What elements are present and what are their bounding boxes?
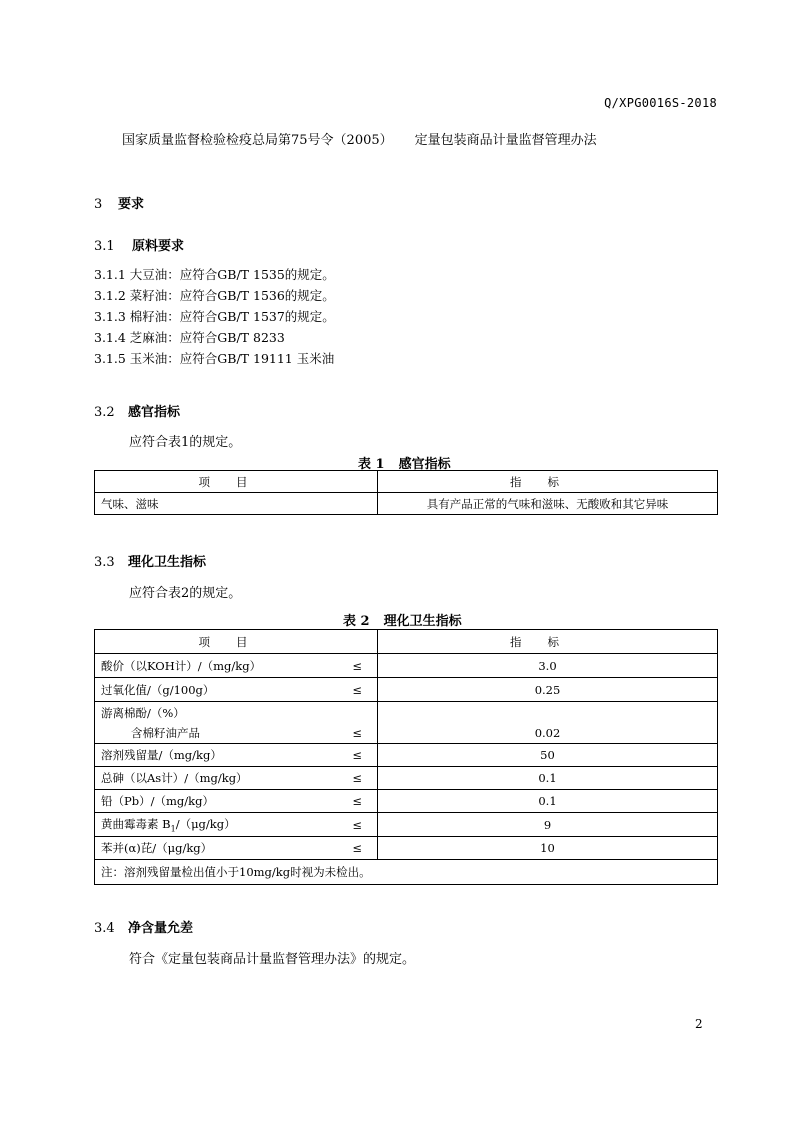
value-cell: 0.1	[378, 767, 718, 790]
operator-cell: ≤	[338, 744, 378, 767]
value-cell: 3.0	[378, 654, 718, 678]
table-header-row	[95, 471, 718, 493]
item-number: 3.1.4	[94, 330, 126, 345]
table-row	[95, 678, 718, 702]
section-3-heading	[94, 193, 144, 212]
operator-cell: ≤	[338, 790, 378, 813]
section-number: 3.2	[94, 405, 115, 420]
item-cell: 黄曲霉毒素 $B_1/(\mu g/kg)$	[95, 813, 338, 837]
operator-cell: ≤	[338, 837, 378, 860]
item-cell: 气味、滋味	[95, 493, 378, 515]
table-note: 注：溶剂残留量检出值小于10mg/kg时视为未检出。	[95, 860, 718, 885]
paragraph: 应符合表1的规定。	[129, 435, 242, 450]
list-item	[94, 307, 335, 325]
table-note-row	[95, 860, 718, 885]
reference-line	[122, 129, 597, 148]
value-cell: 0.25	[378, 678, 718, 702]
item-text: 大豆油：应符合GB/T 1535的规定。	[129, 267, 335, 282]
item-text: 芝麻油：应符合GB/T 8233	[129, 330, 285, 345]
value-cell: 9	[378, 813, 718, 837]
list-item	[94, 328, 285, 346]
operator-cell: ≤	[338, 702, 378, 744]
section-number: 3.3	[94, 555, 115, 570]
section-number: 3.1	[94, 239, 115, 254]
operator-cell: ≤	[338, 767, 378, 790]
caption-title: 感官指标	[398, 457, 451, 472]
reference-doc-2: 定量包装商品计量监督管理办法	[414, 133, 597, 148]
header-cell: 项目	[95, 471, 378, 493]
item-number: 3.1.5	[94, 351, 126, 366]
paragraph: 符合《定量包装商品计量监督管理办法》的规定。	[129, 952, 416, 967]
item-cell: 酸价（以KOH计）/（mg/kg）	[95, 654, 338, 678]
table-2-caption	[343, 610, 462, 629]
section-title: 感官指标	[128, 405, 181, 420]
item-cell: 溶剂残留量/（mg/kg）	[95, 744, 338, 767]
section-3-3-heading	[94, 551, 206, 570]
table-header-row	[95, 630, 718, 654]
item-cell: 苯并(α)芘/（μg/kg）	[95, 837, 338, 860]
header-cell: 项目	[95, 630, 378, 654]
value-cell: 具有产品正常的气味和滋味、无酸败和其它异味	[378, 493, 718, 515]
standard-code: Q/XPG0016S-2018	[604, 96, 717, 110]
table-row	[95, 744, 718, 767]
table-1	[94, 470, 718, 515]
value-cell: 0.1	[378, 790, 718, 813]
reference-doc-1: 国家质量监督检验检疫总局第75号令（2005）	[122, 133, 393, 148]
value-cell: 10	[378, 837, 718, 860]
operator-cell: ≤	[338, 813, 378, 837]
table-row	[95, 790, 718, 813]
table-row	[95, 654, 718, 678]
table-row	[95, 837, 718, 860]
item-number: 3.1.2	[94, 288, 126, 303]
operator-cell: ≤	[338, 654, 378, 678]
section-3-2-heading	[94, 401, 180, 420]
table-row	[95, 767, 718, 790]
item-cell: 总砷（以As计）/（mg/kg）	[95, 767, 338, 790]
item-number: 3.1.3	[94, 309, 126, 324]
caption-number: 表 1	[358, 457, 385, 472]
list-item	[94, 349, 334, 367]
paragraph: 应符合表2的规定。	[129, 586, 242, 601]
header-cell: 指标	[378, 630, 718, 654]
caption-number: 表 2	[343, 614, 370, 629]
section-3-1-heading	[94, 235, 184, 254]
item-text: 玉米油：应符合GB/T 19111 玉米油	[129, 351, 335, 366]
page-number: 2	[695, 1017, 703, 1031]
list-item	[94, 265, 335, 283]
section-number: 3.4	[94, 921, 115, 936]
value-cell: 0.02	[378, 702, 718, 744]
section-title: 原料要求	[132, 239, 185, 254]
item-text: 棉籽油：应符合GB/T 1537的规定。	[129, 309, 335, 324]
section-title: 理化卫生指标	[128, 555, 207, 570]
section-title: 净含量允差	[128, 921, 194, 936]
item-sub-label: 含棉籽油产品	[131, 725, 200, 740]
section-number: 3	[94, 197, 103, 212]
operator-cell: ≤	[338, 678, 378, 702]
header-cell: 指标	[378, 471, 718, 493]
item-text: 菜籽油：应符合GB/T 1536的规定。	[129, 288, 335, 303]
caption-title: 理化卫生指标	[383, 614, 462, 629]
item-cell	[95, 702, 338, 744]
item-number: 3.1.1	[94, 267, 126, 282]
table-2	[94, 629, 718, 885]
item-cell: 过氧化值/（g/100g）	[95, 678, 338, 702]
item-cell: 铅（Pb）/（mg/kg）	[95, 790, 338, 813]
value-cell: 50	[378, 744, 718, 767]
item-label: 游离棉酚/（%）	[101, 705, 185, 720]
table-row	[95, 702, 718, 744]
section-title: 要求	[118, 197, 145, 212]
section-3-4-heading	[94, 917, 193, 936]
list-item	[94, 286, 335, 304]
table-row	[95, 493, 718, 515]
table-row	[95, 813, 718, 837]
